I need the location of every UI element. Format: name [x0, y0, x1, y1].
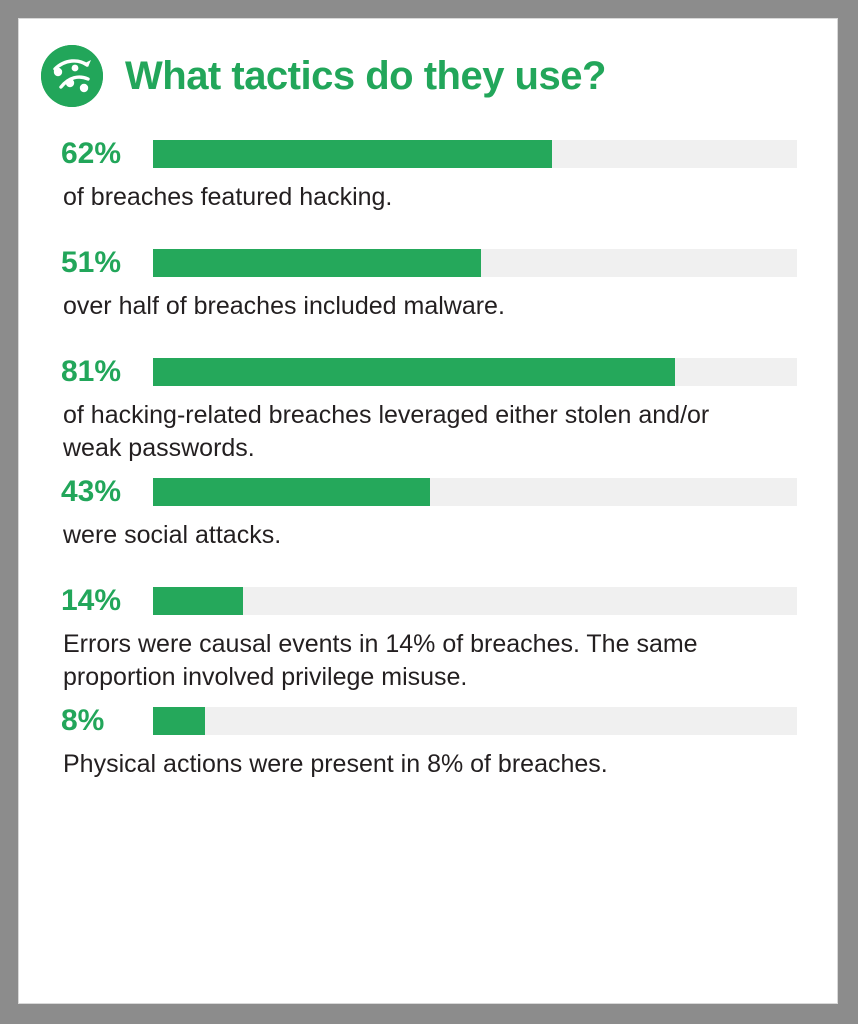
bar-fill — [153, 249, 481, 277]
bar-track — [153, 140, 797, 168]
chart-item — [61, 353, 797, 465]
bar-caption: of hacking-related breaches leveraged either stolen and/or weak passwords. — [63, 401, 710, 462]
chart-item — [61, 244, 797, 323]
bar-caption: were social attacks. — [63, 521, 282, 549]
bar-track — [153, 249, 797, 277]
page-title: What tactics do they use? — [125, 54, 606, 98]
chart-item — [61, 702, 797, 781]
bar-caption: Physical actions were present in 8% of breaches. — [63, 750, 608, 778]
chart-item — [61, 473, 797, 552]
bar-row — [61, 473, 797, 511]
bar-track — [153, 587, 797, 615]
spacer — [61, 556, 797, 582]
bar-row — [61, 582, 797, 620]
bar-row — [61, 135, 797, 173]
bar-track — [153, 478, 797, 506]
bar-fill — [153, 358, 675, 386]
bar-value-label: 43% — [61, 475, 122, 508]
bar-caption: over half of breaches included malware. — [63, 292, 505, 320]
bar-fill — [153, 478, 430, 506]
bar-fill — [153, 707, 205, 735]
network-nodes-icon — [41, 45, 103, 107]
bar-caption: of breaches featured hacking. — [63, 183, 393, 211]
bar-value-label: 14% — [61, 584, 122, 617]
bar-row — [61, 353, 797, 391]
spacer — [61, 218, 797, 244]
chart-item — [61, 135, 797, 214]
bar-value-label: 8% — [61, 704, 105, 737]
card-header — [19, 19, 837, 107]
infographic-card — [18, 18, 838, 1004]
bar-value-label: 81% — [61, 355, 122, 388]
bar-value-label: 51% — [61, 246, 122, 279]
spacer — [61, 327, 797, 353]
tactics-bar-chart — [19, 135, 837, 781]
bar-row — [61, 244, 797, 282]
chart-item — [61, 582, 797, 694]
bar-row — [61, 702, 797, 740]
bar-fill — [153, 587, 243, 615]
bar-track — [153, 358, 797, 386]
bar-fill — [153, 140, 552, 168]
bar-track — [153, 707, 797, 735]
bar-caption: Errors were causal events in 14% of breaches. The same proportion involved privilege misuse. — [63, 630, 698, 691]
bar-value-label: 62% — [61, 137, 122, 170]
